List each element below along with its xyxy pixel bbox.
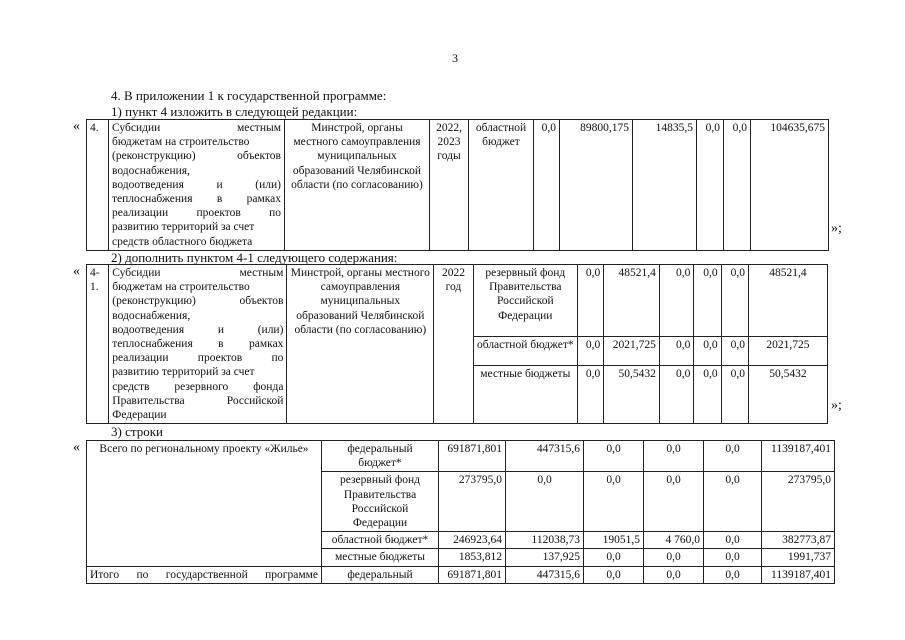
value-cell: 0,0 <box>534 120 560 251</box>
value-cell: 0,0 <box>704 441 762 472</box>
value-cell: 0,0 <box>704 549 762 566</box>
value-cell: 0,0 <box>704 566 762 583</box>
value-cell: 0,0 <box>694 265 721 337</box>
open-quote: « <box>73 119 80 134</box>
total-cell: 1991,737 <box>762 549 835 566</box>
row-source: федеральный бюджет* <box>322 441 439 472</box>
row-source: резервный фонд Правительства Российской Федерации <box>473 265 577 337</box>
table-row <box>87 566 835 583</box>
row-label: Всего по региональному проекту «Жилье» <box>87 441 322 567</box>
open-quote: « <box>73 440 80 455</box>
row-years: 2022 год <box>434 265 473 424</box>
value-cell: 14835,5 <box>633 120 697 251</box>
row-years: 2022, 2023 годы <box>430 120 469 251</box>
value-cell: 0,0 <box>659 337 693 366</box>
total-cell: 104635,675 <box>751 120 829 251</box>
value-cell: 0,0 <box>577 337 603 366</box>
value-cell: 0,0 <box>584 566 644 583</box>
section-heading: 4. В приложении 1 к государственной программе: <box>111 88 387 103</box>
value-cell: 691871,801 <box>439 441 506 472</box>
row-executor: Минстрой, органы местного самоуправления муниципальных образований Челябинской области (по согласованию) <box>285 120 430 251</box>
value-cell: 0,0 <box>721 265 748 337</box>
value-cell: 0,0 <box>577 366 603 424</box>
table-row <box>87 120 829 251</box>
row-source: федеральный <box>322 566 439 583</box>
row-source: резервный фонд Правительства Российской Федерации <box>322 472 439 532</box>
row-source: областной бюджет* <box>473 337 577 366</box>
item-3-heading: 3) строки <box>111 424 163 439</box>
row-source: областной бюджет* <box>322 532 439 549</box>
value-cell: 0,0 <box>659 366 693 424</box>
item-1-heading: 1) пункт 4 изложить в следующей редакции: <box>111 104 358 119</box>
value-cell: 0,0 <box>721 366 748 424</box>
row-number: 4. <box>87 120 109 251</box>
value-cell: 137,925 <box>506 549 584 566</box>
table-item-4-1 <box>86 264 828 424</box>
value-cell: 0,0 <box>644 441 704 472</box>
row-executor: Минстрой, органы местного самоуправления муниципальных образований Челябинской области (по согласованию) <box>287 265 434 424</box>
row-source: местные бюджеты <box>322 549 439 566</box>
row-source: областной бюджет <box>469 120 534 251</box>
value-cell: 0,0 <box>694 337 721 366</box>
value-cell: 0,0 <box>694 366 721 424</box>
total-cell: 1139187,401 <box>762 441 835 472</box>
total-cell: 50,5432 <box>748 366 827 424</box>
row-name: Субсидии местным бюджетам на строительство (реконструкцию) объектов водоснабжения, водоотведения и (или) теплоснабжения в рамках реализации проектов по развитию территорий за счет средств областного бюджета <box>109 120 285 251</box>
value-cell: 0,0 <box>644 566 704 583</box>
page-number: 3 <box>452 51 458 65</box>
value-cell: 273795,0 <box>439 472 506 532</box>
value-cell: 0,0 <box>704 472 762 532</box>
table-project-totals <box>86 440 835 584</box>
value-cell: 0,0 <box>584 441 644 472</box>
total-cell: 2021,725 <box>748 337 827 366</box>
value-cell: 0,0 <box>704 532 762 549</box>
value-cell: 112038,73 <box>506 532 584 549</box>
open-quote: « <box>73 264 80 279</box>
value-cell: 691871,801 <box>439 566 506 583</box>
row-number: 4-1. <box>87 265 109 424</box>
value-cell: 4 760,0 <box>644 532 704 549</box>
value-cell: 447315,6 <box>506 566 584 583</box>
row-source: местные бюджеты <box>473 366 577 424</box>
table-item-4 <box>86 119 829 251</box>
value-cell: 0,0 <box>659 265 693 337</box>
value-cell: 89800,175 <box>560 120 633 251</box>
value-cell: 0,0 <box>697 120 724 251</box>
total-cell: 1139187,401 <box>762 566 835 583</box>
value-cell: 0,0 <box>506 472 584 532</box>
close-quote: »; <box>831 221 842 236</box>
row-label: Итого по государственной программе <box>87 566 322 583</box>
value-cell: 0,0 <box>584 549 644 566</box>
value-cell: 0,0 <box>577 265 603 337</box>
value-cell: 0,0 <box>644 549 704 566</box>
table-row <box>87 441 835 472</box>
value-cell: 0,0 <box>724 120 751 251</box>
table-row <box>87 265 828 337</box>
close-quote: »; <box>831 398 842 413</box>
total-cell: 48521,4 <box>748 265 827 337</box>
total-cell: 273795,0 <box>762 472 835 532</box>
value-cell: 0,0 <box>644 472 704 532</box>
value-cell: 2021,725 <box>604 337 660 366</box>
value-cell: 447315,6 <box>506 441 584 472</box>
row-name: Субсидии местным бюджетам на строительство (реконструкцию) объектов водоснабжения, водоотведения и (или) теплоснабжения в рамках реализации проектов по развитию территорий за счет средств резервного фонда Правительства Российской Федерации <box>109 265 287 424</box>
item-2-heading: 2) дополнить пунктом 4-1 следующего содержания: <box>111 250 398 265</box>
total-cell: 382773,87 <box>762 532 835 549</box>
value-cell: 50,5432 <box>604 366 660 424</box>
value-cell: 246923,64 <box>439 532 506 549</box>
value-cell: 0,0 <box>721 337 748 366</box>
value-cell: 1853,812 <box>439 549 506 566</box>
value-cell: 0,0 <box>584 472 644 532</box>
value-cell: 19051,5 <box>584 532 644 549</box>
value-cell: 48521,4 <box>604 265 660 337</box>
